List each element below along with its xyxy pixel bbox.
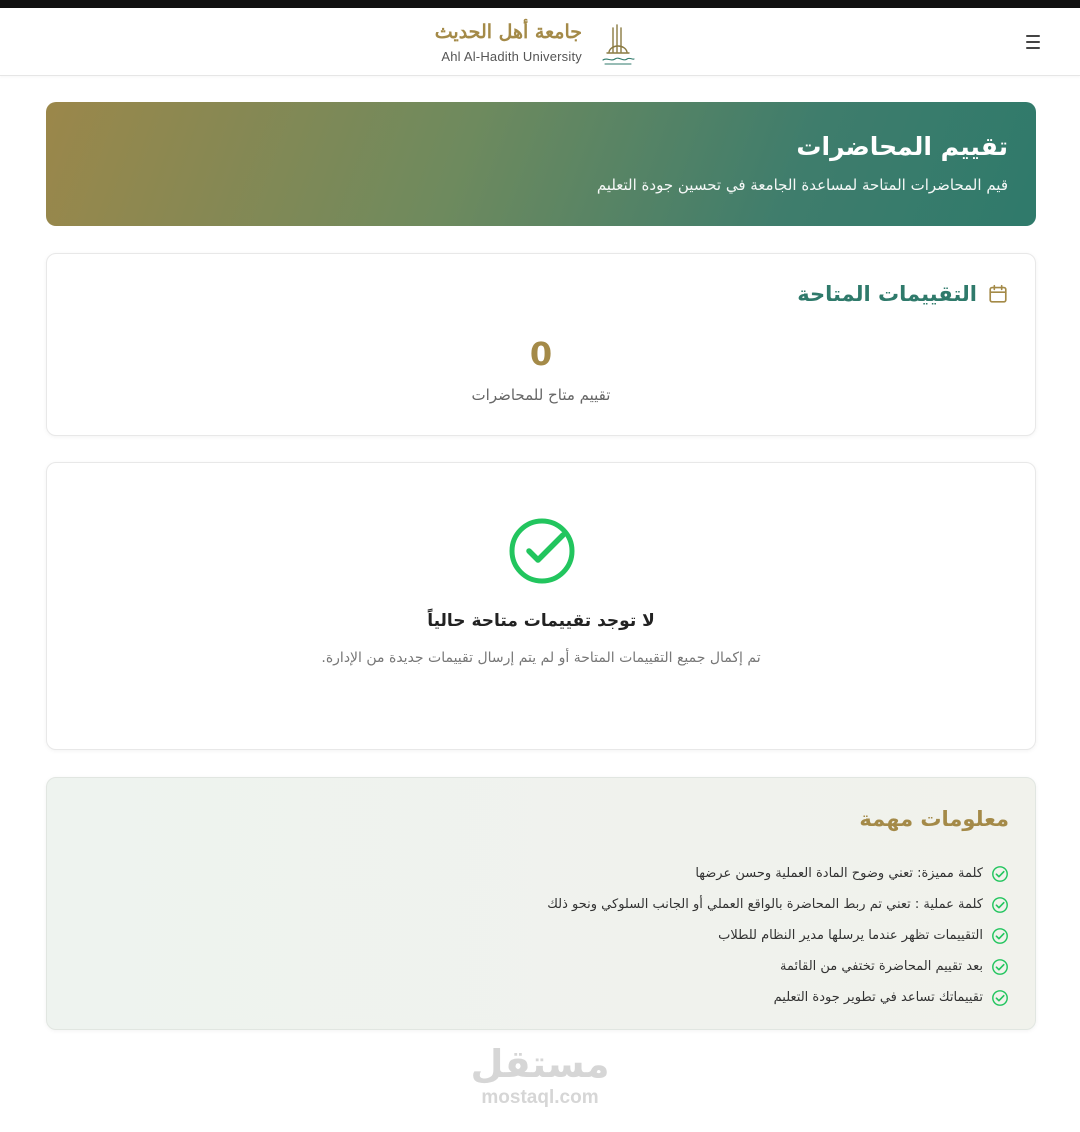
important-info-card	[46, 777, 1036, 1030]
list-item	[547, 920, 1009, 951]
available-evaluations-title: التقييمات المتاحة	[797, 282, 977, 306]
watermark-en: mostaql.com	[481, 1087, 599, 1108]
page-subtitle: قيم المحاضرات المتاحة لمساعدة الجامعة في تحسين جودة التعليم	[596, 176, 1008, 194]
calendar-icon	[987, 283, 1009, 305]
available-evaluations-header	[797, 280, 1009, 308]
important-info-title: معلومات مهمة	[859, 807, 1009, 831]
hamburger-menu-icon[interactable]	[1022, 32, 1044, 52]
check-circle-icon	[991, 989, 1009, 1007]
check-circle-icon	[991, 865, 1009, 883]
evaluations-count: 0	[529, 335, 553, 373]
empty-state-subtitle: تم إكمال جميع التقييمات المتاحة أو لم يتم إرسال تقييمات جديدة من الإدارة.	[321, 650, 761, 666]
status-bar	[0, 0, 1080, 8]
page-title: تقييم المحاضرات	[796, 132, 1008, 161]
available-evaluations-card	[46, 253, 1036, 436]
university-name-en: Ahl Al-Hadith University	[441, 49, 582, 64]
empty-state-title: لا توجد تقييمات متاحة حالياً	[427, 611, 655, 631]
info-item-text: كلمة عملية : تعني تم ربط المحاضرة بالواقع العملي أو الجانب السلوكي ونحو ذلك	[547, 897, 983, 912]
important-info-list	[547, 858, 1009, 1013]
watermark	[460, 1040, 620, 1108]
check-circle-icon	[508, 517, 576, 585]
app-header	[0, 8, 1080, 76]
university-logo-icon	[598, 22, 638, 68]
list-item	[547, 858, 1009, 889]
check-circle-icon	[991, 958, 1009, 976]
list-item	[547, 889, 1009, 920]
empty-state-card	[46, 462, 1036, 750]
hero-banner	[46, 102, 1036, 226]
info-item-text: كلمة مميزة: تعني وضوح المادة العملية وحسن عرضها	[695, 866, 983, 881]
brand[interactable]	[420, 20, 582, 66]
check-circle-icon	[991, 896, 1009, 914]
info-item-text: تقييماتك تساعد في تطوير جودة التعليم	[773, 990, 983, 1005]
list-item	[547, 982, 1009, 1013]
info-item-text: التقييمات تظهر عندما يرسلها مدير النظام للطلاب	[718, 928, 983, 943]
check-circle-icon	[991, 927, 1009, 945]
watermark-ar: مستقل	[470, 1042, 610, 1086]
evaluations-count-label: تقييم متاح للمحاضرات	[471, 386, 611, 404]
list-item	[547, 951, 1009, 982]
info-item-text: بعد تقييم المحاضرة تختفي من القائمة	[780, 959, 983, 974]
university-name-ar: جامعة أهل الحديث	[434, 21, 582, 43]
